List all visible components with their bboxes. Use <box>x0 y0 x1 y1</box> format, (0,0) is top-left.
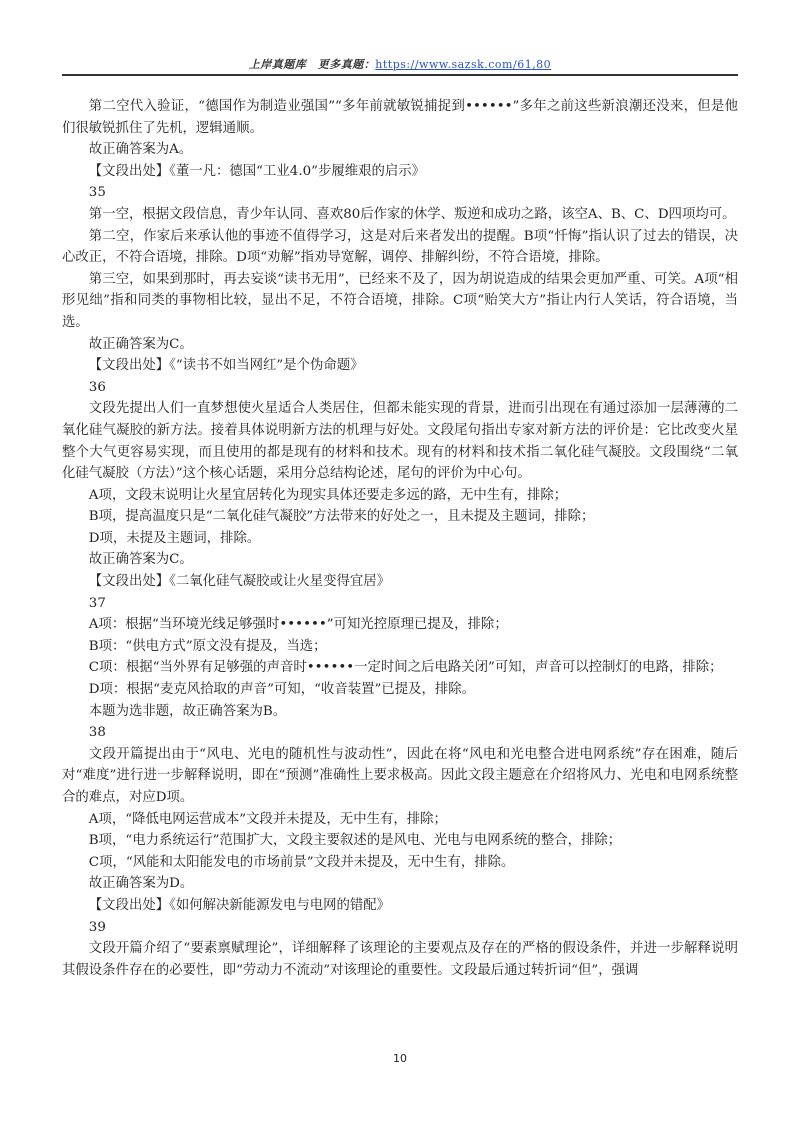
paragraph: 第二空，作家后来承认他的事迹不值得学习，这是对后来者发出的提醒。B项“忏悔”指认识了过去的错误，决心改正，不符合语境，排除。D项“劝解”指劝导宽解，调停、排解纠纷，不符合语境，排除。 <box>62 228 738 266</box>
question-number: 38 <box>88 725 106 741</box>
page-header <box>0 56 800 72</box>
paragraph: 文段开篇提出由于“风电、光电的随机性与波动性”，因此在将“风电和光电整合进电网系统”存在困难，随后对“难度”进行进一步解释说明，即在“预测”准确性上要求极高。因此文段主题意在介绍将风力、光电和电网系统整合的难点，对应D项。 <box>62 746 738 805</box>
paragraph: 第一空，根据文段信息，青少年认同、喜欢80后作家的休学、叛逆和成功之路，该空A、B、C、D四项均可。 <box>88 206 736 222</box>
option-analysis: C项：根据“当外界有足够强的声音时••••••一定时间之后电路关闭”可知，声音可以控制灯的电路，排除； <box>88 660 723 676</box>
header-brand: 上岸真题库 更多真题： <box>248 58 376 71</box>
answer-line: 本题为选非题，故正确答案为B。 <box>88 703 287 719</box>
option-analysis: D项，未提及主题词，排除。 <box>88 530 261 546</box>
question-number: 36 <box>88 379 106 395</box>
header-url-link[interactable]: https://www.sazsk.com/61,80 <box>375 58 552 71</box>
option-analysis: A项：根据“当环境光线足够强时••••••”可知光控原理已提及，排除； <box>88 617 508 633</box>
answer-line: 故正确答案为C。 <box>88 336 193 352</box>
source-line: 【文段出处】《二氧化硅气凝胶或让火星变得宜居》 <box>88 574 391 590</box>
option-analysis: C项，“风能和太阳能发电的市场前景”文段并未提及，无中生有，排除。 <box>88 854 515 870</box>
page-body <box>62 96 738 981</box>
option-analysis: B项，提高温度只是“二氧化硅气凝胶”方法带来的好处之一，且未提及主题词，排除； <box>88 509 595 525</box>
question-number: 35 <box>88 185 106 201</box>
option-analysis: D项：根据“麦克风拾取的声音”可知，“收音装置”已提及，排除。 <box>88 682 476 698</box>
paragraph: 第二空代入验证，“德国作为制造业强国”“多年前就敏锐捕捉到••••••”多年之前这些新浪潮还没来，但是他们很敏锐抓住了先机，逻辑通顺。 <box>62 99 738 136</box>
option-analysis: B项，“电力系统运行”范围扩大，文段主要叙述的是风电、光电与电网系统的整合，排除； <box>88 833 622 849</box>
source-line: 【文段出处】《董一凡：德国“工业4.0”步履维艰的启示》 <box>88 163 426 179</box>
answer-line: 故正确答案为A。 <box>88 142 193 158</box>
answer-line: 故正确答案为C。 <box>88 552 193 568</box>
option-analysis: B项：“供电方式”原文没有提及，当选； <box>88 638 327 654</box>
paragraph: 文段开篇介绍了“要素禀赋理论”，详细解释了该理论的主要观点及存在的严格的假设条件，并进一步解释说明其假设条件存在的必要性，即“劳动力不流动”对该理论的重要性。文段最后通过转折词“但”，强调 <box>62 941 738 978</box>
paragraph: 第三空，如果到那时，再去妄谈“读书无用”，已经来不及了，因为胡说造成的结果会更加严重、可笑。A项“相形见绌”指和同类的事物相比较，显出不足，不符合语境，排除。C项“贻笑大方”指让内行人笑话，符合语境，当选。 <box>62 271 738 330</box>
option-analysis: A项，文段末说明让火星宜居转化为现实具体还要走多远的路，无中生有，排除； <box>88 487 568 503</box>
header-divider <box>62 74 738 76</box>
source-line: 【文段出处】《如何解决新能源发电与电网的错配》 <box>88 897 391 913</box>
option-analysis: A项，“降低电网运营成本”文段并未提及，无中生有，排除； <box>88 811 447 827</box>
answer-line: 故正确答案为D。 <box>88 876 194 892</box>
source-line: 【文段出处】《“读书不如当网红”是个伪命题》 <box>88 358 364 374</box>
page-number: 10 <box>393 1052 407 1065</box>
paragraph: 文段先提出人们一直梦想使火星适合人类居住，但都未能实现的背景，进而引出现在有通过添加一层薄薄的二氧化硅气凝胶的新方法。接着具体说明新方法的机理与好处。文段尾句指出专家对新方法的评价是：它比改变火星整个大气更容易实现，而且使用的都是现有的材料和技术。现有的材料和技术指二氧化硅气凝胶。文段围绕“二氧化硅气凝胶（方法）”这个核心话题，采用分总结构论述，尾句的评价为中心句。 <box>62 401 738 482</box>
question-number: 39 <box>88 919 106 935</box>
question-number: 37 <box>88 595 106 611</box>
